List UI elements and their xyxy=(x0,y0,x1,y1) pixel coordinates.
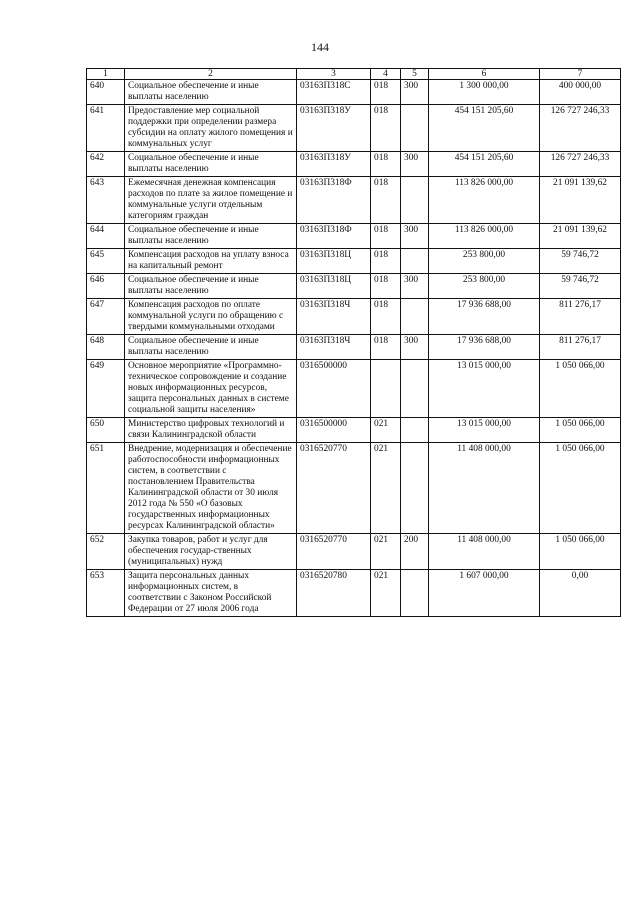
row-amount2-cell: 126 727 246,33 xyxy=(540,105,621,152)
row-amount-cell: 113 826 000,00 xyxy=(429,177,540,224)
row-amount2-cell: 21 091 139,62 xyxy=(540,177,621,224)
row-amount-cell: 454 151 205,60 xyxy=(429,105,540,152)
row-admin-cell: 018 xyxy=(371,335,401,360)
row-name-cell: Социальное обеспечение и иные выплаты населению xyxy=(125,152,297,177)
row-name-cell: Ежемесячная денежная компенсация расходов по плате за жилое помещение и коммунальные услуги отдельным категориям граждан xyxy=(125,177,297,224)
row-type-cell xyxy=(401,443,429,534)
row-admin-cell: 018 xyxy=(371,177,401,224)
row-number-cell: 646 xyxy=(87,274,125,299)
row-number-cell: 643 xyxy=(87,177,125,224)
row-amount-cell: 17 936 688,00 xyxy=(429,335,540,360)
row-number-cell: 640 xyxy=(87,80,125,105)
row-number-cell: 641 xyxy=(87,105,125,152)
table-row xyxy=(87,299,621,335)
table-row xyxy=(87,249,621,274)
row-type-cell: 200 xyxy=(401,534,429,570)
column-header: 5 xyxy=(401,69,429,80)
row-code-cell: 03163П318С xyxy=(297,80,371,105)
row-admin-cell: 021 xyxy=(371,534,401,570)
row-number-cell: 652 xyxy=(87,534,125,570)
row-name-cell: Основное мероприятие «Программно-техническое сопровождение и создание новых информационных ресурсов, защита персональных данных в системе социальной защиты населения» xyxy=(125,360,297,418)
row-admin-cell: 018 xyxy=(371,152,401,177)
table-row xyxy=(87,152,621,177)
row-number-cell: 642 xyxy=(87,152,125,177)
row-amount2-cell: 59 746,72 xyxy=(540,274,621,299)
row-code-cell: 03163П318Ч xyxy=(297,335,371,360)
row-amount2-cell: 1 050 066,00 xyxy=(540,443,621,534)
table-row xyxy=(87,570,621,617)
row-type-cell xyxy=(401,177,429,224)
row-amount-cell: 11 408 000,00 xyxy=(429,534,540,570)
row-number-cell: 649 xyxy=(87,360,125,418)
table-row xyxy=(87,80,621,105)
row-name-cell: Закупка товаров, работ и услуг для обеспечения государ-ственных (муниципальных) нужд xyxy=(125,534,297,570)
row-code-cell: 03163П318У xyxy=(297,105,371,152)
table-row xyxy=(87,418,621,443)
row-amount2-cell: 811 276,17 xyxy=(540,335,621,360)
row-code-cell: 0316520780 xyxy=(297,570,371,617)
row-type-cell: 300 xyxy=(401,335,429,360)
row-type-cell: 300 xyxy=(401,274,429,299)
table-row xyxy=(87,105,621,152)
row-amount2-cell: 1 050 066,00 xyxy=(540,418,621,443)
row-type-cell xyxy=(401,418,429,443)
row-amount2-cell: 400 000,00 xyxy=(540,80,621,105)
row-amount-cell: 13 015 000,00 xyxy=(429,360,540,418)
row-name-cell: Компенсация расходов на уплату взноса на капитальный ремонт xyxy=(125,249,297,274)
row-amount2-cell: 59 746,72 xyxy=(540,249,621,274)
row-number-cell: 645 xyxy=(87,249,125,274)
column-header: 7 xyxy=(540,69,621,80)
row-admin-cell: 018 xyxy=(371,105,401,152)
row-code-cell: 03163П318Ц xyxy=(297,249,371,274)
row-admin-cell: 018 xyxy=(371,274,401,299)
row-code-cell: 03163П318У xyxy=(297,152,371,177)
row-type-cell xyxy=(401,105,429,152)
row-name-cell: Внедрение, модернизация и обеспечение работоспособности информационных систем, в соответствии с постановлением Правительства Калининградской области от 30 июля 2012 года № 550 «О базовых государственных информационных ресурсах Калининградской области» xyxy=(125,443,297,534)
row-amount-cell: 1 607 000,00 xyxy=(429,570,540,617)
row-amount-cell: 253 800,00 xyxy=(429,249,540,274)
row-name-cell: Предоставление мер социальной поддержки при определении размера субсидии на оплату жилого помещения и коммунальных услуг xyxy=(125,105,297,152)
row-admin-cell: 018 xyxy=(371,299,401,335)
row-admin-cell: 021 xyxy=(371,418,401,443)
row-code-cell: 0316520770 xyxy=(297,534,371,570)
row-code-cell: 03163П318Ф xyxy=(297,224,371,249)
table-row xyxy=(87,360,621,418)
row-amount-cell: 1 300 000,00 xyxy=(429,80,540,105)
column-header: 4 xyxy=(371,69,401,80)
row-type-cell xyxy=(401,249,429,274)
column-header: 3 xyxy=(297,69,371,80)
row-amount2-cell: 126 727 246,33 xyxy=(540,152,621,177)
row-amount-cell: 11 408 000,00 xyxy=(429,443,540,534)
row-amount2-cell: 811 276,17 xyxy=(540,299,621,335)
row-amount2-cell: 21 091 139,62 xyxy=(540,224,621,249)
table-row xyxy=(87,177,621,224)
row-number-cell: 648 xyxy=(87,335,125,360)
row-name-cell: Защита персональных данных информационных систем, в соответствии с Законом Российской Федерации от 27 июля 2006 года xyxy=(125,570,297,617)
row-type-cell: 300 xyxy=(401,152,429,177)
row-code-cell: 03163П318Ф xyxy=(297,177,371,224)
budget-table xyxy=(86,68,621,617)
row-type-cell xyxy=(401,360,429,418)
row-amount-cell: 253 800,00 xyxy=(429,274,540,299)
page-number: 144 xyxy=(311,40,329,54)
row-amount2-cell: 0,00 xyxy=(540,570,621,617)
row-admin-cell: 021 xyxy=(371,443,401,534)
table-row xyxy=(87,224,621,249)
row-admin-cell xyxy=(371,360,401,418)
row-code-cell: 0316500000 xyxy=(297,360,371,418)
row-name-cell: Компенсация расходов по оплате коммунальной услуги по обращению с твердыми коммунальными отходами xyxy=(125,299,297,335)
row-name-cell: Социальное обеспечение и иные выплаты населению xyxy=(125,80,297,105)
row-number-cell: 647 xyxy=(87,299,125,335)
table-row xyxy=(87,534,621,570)
row-code-cell: 0316500000 xyxy=(297,418,371,443)
row-name-cell: Социальное обеспечение и иные выплаты населению xyxy=(125,274,297,299)
row-amount-cell: 13 015 000,00 xyxy=(429,418,540,443)
row-admin-cell: 021 xyxy=(371,570,401,617)
row-amount-cell: 454 151 205,60 xyxy=(429,152,540,177)
row-amount-cell: 113 826 000,00 xyxy=(429,224,540,249)
row-admin-cell: 018 xyxy=(371,80,401,105)
row-code-cell: 03163П318Ч xyxy=(297,299,371,335)
row-amount2-cell: 1 050 066,00 xyxy=(540,534,621,570)
table-row xyxy=(87,335,621,360)
row-type-cell: 300 xyxy=(401,224,429,249)
row-type-cell xyxy=(401,570,429,617)
header-row xyxy=(87,69,621,80)
row-code-cell: 0316520770 xyxy=(297,443,371,534)
row-amount-cell: 17 936 688,00 xyxy=(429,299,540,335)
row-name-cell: Социальное обеспечение и иные выплаты населению xyxy=(125,224,297,249)
column-header: 2 xyxy=(125,69,297,80)
table-row xyxy=(87,274,621,299)
row-type-cell xyxy=(401,299,429,335)
row-number-cell: 650 xyxy=(87,418,125,443)
row-type-cell: 300 xyxy=(401,80,429,105)
row-name-cell: Социальное обеспечение и иные выплаты населению xyxy=(125,335,297,360)
row-admin-cell: 018 xyxy=(371,224,401,249)
row-number-cell: 651 xyxy=(87,443,125,534)
row-admin-cell: 018 xyxy=(371,249,401,274)
row-number-cell: 644 xyxy=(87,224,125,249)
table-row xyxy=(87,443,621,534)
row-code-cell: 03163П318Ц xyxy=(297,274,371,299)
row-amount2-cell: 1 050 066,00 xyxy=(540,360,621,418)
column-header: 1 xyxy=(87,69,125,80)
row-number-cell: 653 xyxy=(87,570,125,617)
row-name-cell: Министерство цифровых технологий и связи Калининградской области xyxy=(125,418,297,443)
column-header: 6 xyxy=(429,69,540,80)
